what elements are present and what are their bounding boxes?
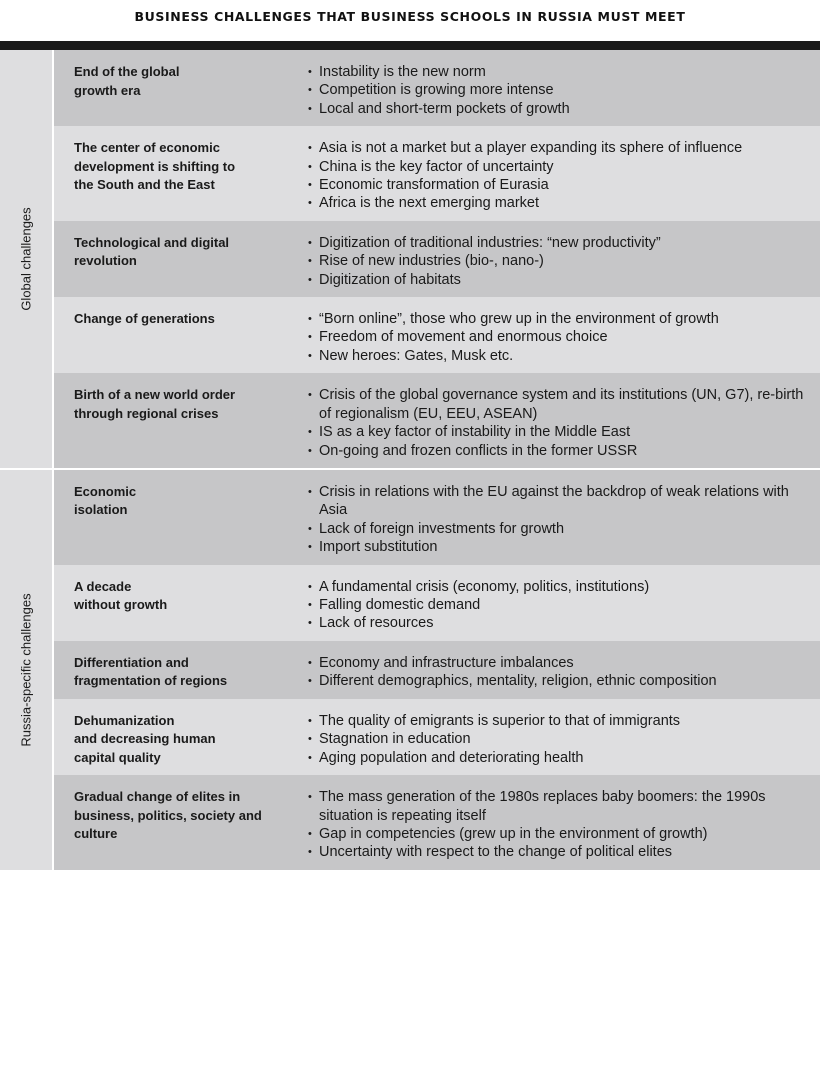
topic-line: Birth of a new world order xyxy=(74,387,236,403)
topic-line: business, politics, society and xyxy=(74,807,262,823)
bullet-point: • Falling domestic demand xyxy=(308,596,812,614)
bullet-point: • Different demographics, mentality, religion, ethnic composition xyxy=(308,672,812,690)
bullet-point: • Stagnation in education xyxy=(308,730,812,748)
topic-line: growth era xyxy=(74,82,141,98)
topic-line: isolation xyxy=(74,502,128,518)
topic-line: The center of economic xyxy=(74,140,220,156)
topic-line: A decade xyxy=(74,578,132,594)
bullet-point: • Asia is not a market but a player expanding its sphere of influence xyxy=(308,139,812,157)
topic-line: through regional crises xyxy=(74,405,219,421)
bullet-point: • The mass generation of the 1980s replaces baby boomers: the 1990s situation is repeating itself xyxy=(308,788,812,825)
challenge-points xyxy=(288,234,820,289)
topic-line: Differentiation and xyxy=(74,654,189,670)
challenge-row xyxy=(54,775,820,870)
topic-line: capital quality xyxy=(74,749,161,765)
challenge-points xyxy=(288,654,820,691)
challenge-row xyxy=(54,641,820,699)
bullet-point: • On-going and frozen conflicts in the former USSR xyxy=(308,442,812,460)
challenge-topic xyxy=(54,788,288,862)
challenge-points xyxy=(288,578,820,633)
challenge-points xyxy=(288,139,820,213)
challenge-row xyxy=(54,297,820,373)
challenge-row xyxy=(54,470,820,565)
bullet-point: • Africa is the next emerging market xyxy=(308,194,812,212)
topic-line: Change of generations xyxy=(74,311,215,327)
challenge-points xyxy=(288,386,820,460)
bullet-point: • Competition is growing more intense xyxy=(308,81,812,99)
challenge-points xyxy=(288,712,820,768)
group-label: Russia-specific challenges xyxy=(18,593,34,747)
bullet-point: • IS as a key factor of instability in the Middle East xyxy=(308,423,812,441)
bullet-point: • Uncertainty with respect to the change of political elites xyxy=(308,843,812,861)
topic-line: revolution xyxy=(74,253,137,269)
group-side-column xyxy=(0,470,54,870)
challenge-topic xyxy=(54,578,288,633)
challenge-topic xyxy=(54,310,288,365)
topic-line: without growth xyxy=(74,597,168,613)
challenge-row xyxy=(54,221,820,297)
topic-line: fragmentation of regions xyxy=(74,673,228,689)
challenge-points xyxy=(288,63,820,118)
topic-line: and decreasing human xyxy=(74,731,216,747)
header-bar xyxy=(0,41,820,50)
topic-line: Dehumanization xyxy=(74,712,175,728)
bullet-point: • Crisis of the global governance system and its institutions (UN, G7), re-birth of regionalism (EU, EEU, ASEAN) xyxy=(308,386,812,423)
bullet-point: • A fundamental crisis (economy, politics, institutions) xyxy=(308,578,812,596)
challenge-points xyxy=(288,483,820,557)
bullet-point: • Lack of foreign investments for growth xyxy=(308,520,812,538)
challenges-table xyxy=(0,50,820,870)
challenge-row xyxy=(54,373,820,468)
bullet-point: • Crisis in relations with the EU against the backdrop of weak relations with Asia xyxy=(308,483,812,520)
challenge-points xyxy=(288,788,820,862)
bullet-point: • China is the key factor of uncertainty xyxy=(308,158,812,176)
bullet-point: • Local and short-term pockets of growth xyxy=(308,100,812,118)
challenge-row xyxy=(54,50,820,126)
topic-line: End of the global xyxy=(74,64,180,79)
bullet-point: • Digitization of traditional industries: “new productivity” xyxy=(308,234,812,252)
group-label: Global challenges xyxy=(18,207,34,311)
group-side-column xyxy=(0,50,54,468)
topic-line: development is shifting to xyxy=(74,158,236,174)
bullet-point: • Gap in competencies (grew up in the environment of growth) xyxy=(308,825,812,843)
challenge-topic xyxy=(54,63,288,118)
challenge-topic xyxy=(54,139,288,213)
topic-line: Economic xyxy=(74,483,137,499)
challenge-points xyxy=(288,310,820,365)
bullet-point: • Rise of new industries (bio-, nano-) xyxy=(308,252,812,270)
topic-line: Gradual change of elites in xyxy=(74,789,241,805)
challenge-topic xyxy=(54,712,288,768)
challenge-group xyxy=(0,468,820,870)
challenge-topic xyxy=(54,483,288,557)
bullet-point: • The quality of emigrants is superior to that of immigrants xyxy=(308,712,812,730)
challenge-topic xyxy=(54,234,288,289)
page-title: BUSINESS CHALLENGES THAT BUSINESS SCHOOLS IN RUSSIA MUST MEET xyxy=(134,9,686,24)
topic-line: culture xyxy=(74,826,118,842)
bullet-point: • Digitization of habitats xyxy=(308,271,812,289)
challenge-row xyxy=(54,699,820,776)
challenge-topic xyxy=(54,386,288,460)
bullet-point: • New heroes: Gates, Musk etc. xyxy=(308,347,812,365)
challenge-group xyxy=(0,50,820,468)
challenge-topic xyxy=(54,654,288,691)
bullet-point: • Lack of resources xyxy=(308,614,812,632)
bullet-point: • Aging population and deteriorating health xyxy=(308,749,812,767)
bullet-point: • Economy and infrastructure imbalances xyxy=(308,654,812,672)
bullet-point: • Import substitution xyxy=(308,538,812,556)
challenge-row xyxy=(54,565,820,641)
bullet-point: • Freedom of movement and enormous choice xyxy=(308,328,812,346)
challenge-row xyxy=(54,126,820,221)
bullet-point: • Economic transformation of Eurasia xyxy=(308,176,812,194)
bullet-point: • Instability is the new norm xyxy=(308,63,812,81)
bullet-point: • “Born online”, those who grew up in the environment of growth xyxy=(308,310,812,328)
topic-line: the South and the East xyxy=(74,177,215,193)
topic-line: Technological and digital xyxy=(74,234,230,250)
